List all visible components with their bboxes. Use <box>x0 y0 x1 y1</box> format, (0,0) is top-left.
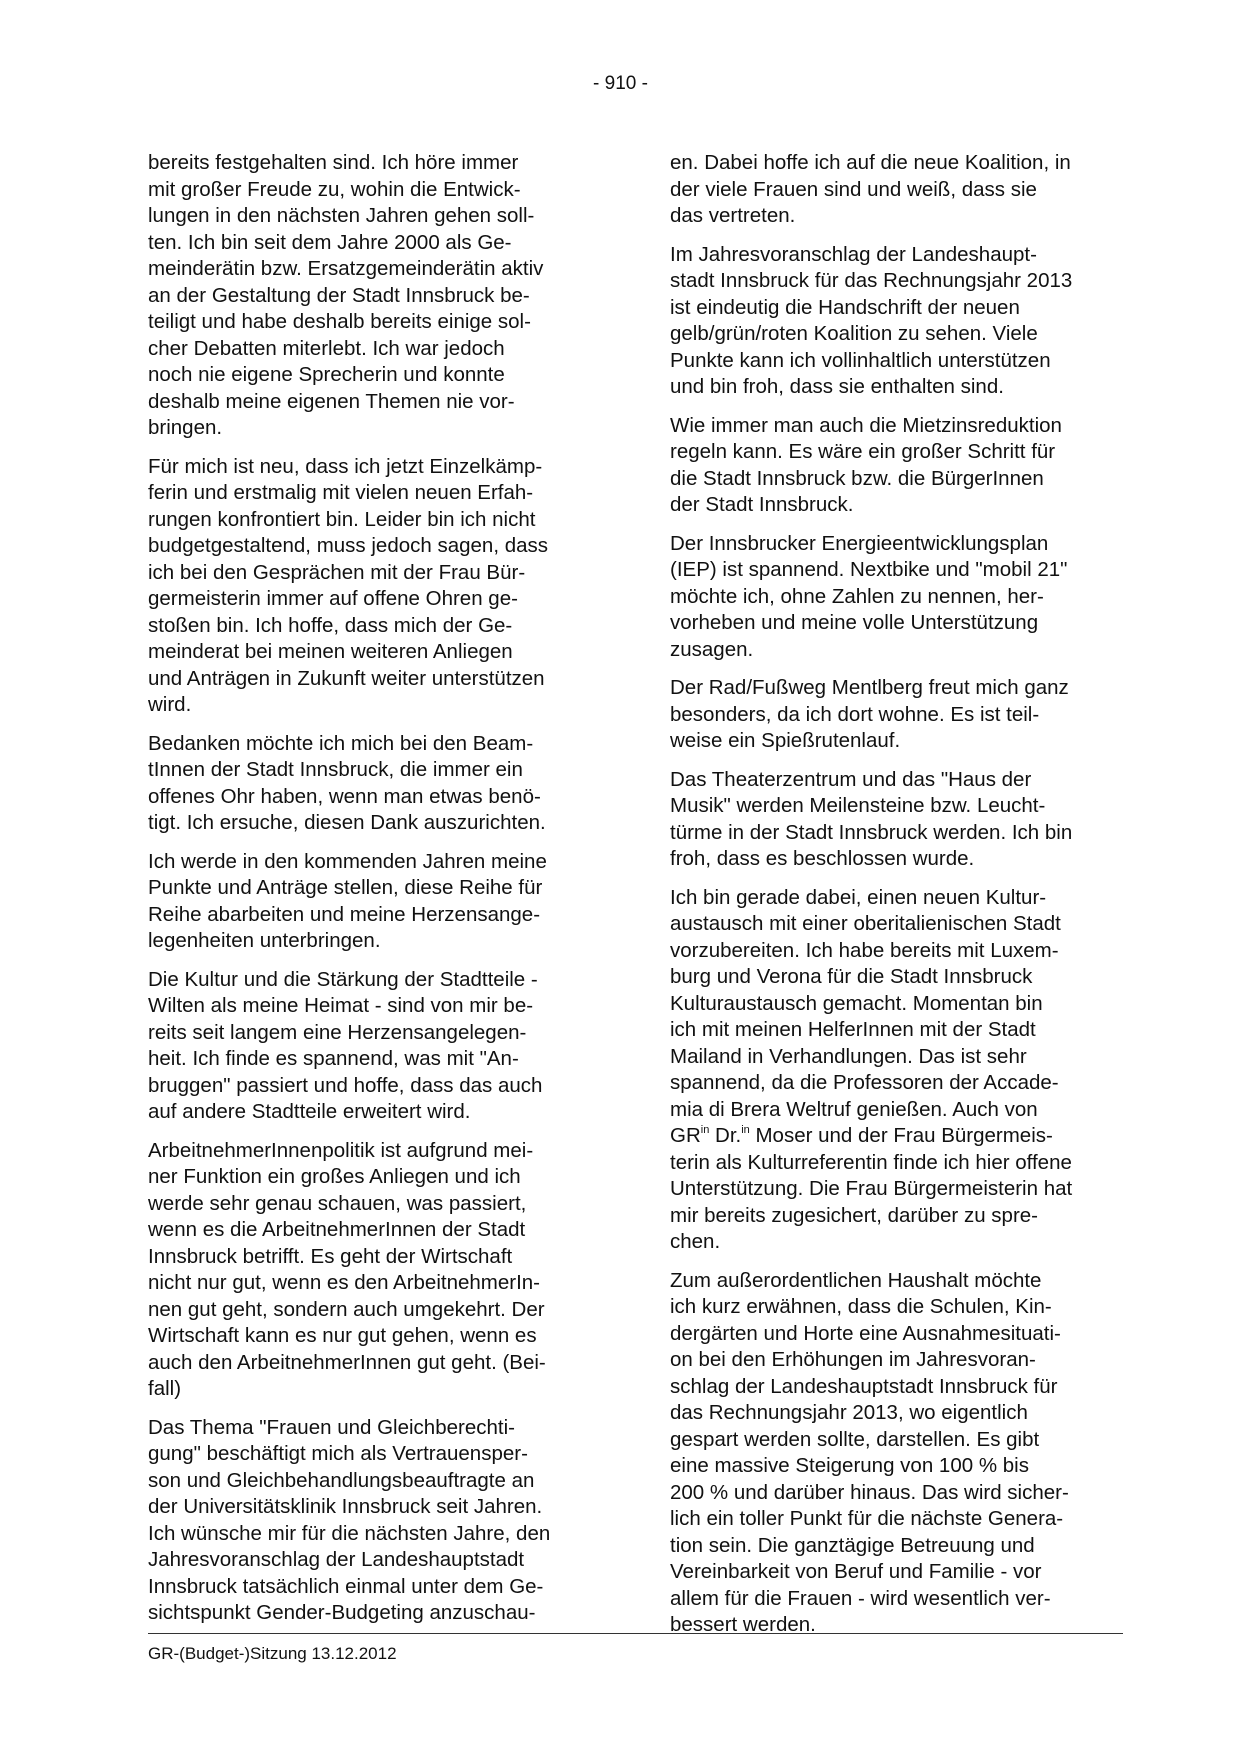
paragraph: Bedanken möchte ich mich bei den Beam- tInnen der Stadt Innsbruck, die immer ein offenes Ohr haben, wenn man etwas benö- tigt. Ich ersuche, diesen Dank auszurichten. <box>148 731 546 834</box>
paragraph: bereits festgehalten sind. Ich höre immer mit großer Freude zu, wohin die Entwick- lungen in den nächsten Jahren gehen soll- ten. Ich bin seit dem Jahre 2000 als Ge- meinderätin bzw. Ersatzgemeinderätin aktiv an der Gestaltung der Stadt Innsbruck be- teiligt und habe deshalb bereits einige sol- cher Debatten miterlebt. Ich war jedoch noch nie eigene Sprecherin und konnte deshalb meine eigenen Themen nie vor- bringen. <box>148 151 544 439</box>
left-column <box>148 150 600 1639</box>
right-column <box>670 150 1122 1651</box>
paragraph: Das Thema "Frauen und Gleichberechti- gung" beschäftigt mich als Vertrauensper- son und Gleichbehandlungsbeauftragte an der Universitätsklinik Innsbruck seit Jahren. Ich wünsche mir für die nächsten Jahre, den Jahresvoranschlag der Landeshauptstadt Innsbruck tatsächlich einmal unter dem Ge- sichtspunkt Gender-Budgeting anzuschau- <box>148 1415 551 1624</box>
paragraph: en. Dabei hoffe ich auf die neue Koalition, in der viele Frauen sind und weiß, dass sie das vertreten. <box>670 151 1071 227</box>
paragraph: Das Theaterzentrum und das "Haus der Musik" werden Meilensteine bzw. Leucht- türme in der Stadt Innsbruck werden. Ich bin froh, dass es beschlossen wurde. <box>670 767 1073 870</box>
paragraph: Zum außerordentlichen Haushalt möchte ich kurz erwähnen, dass die Schulen, Kin- dergärten und Horte eine Ausnahmesituati- on bei den Erhöhungen im Jahresvoran- schlag der Landeshauptstadt Innsbruck für das Rechnungsjahr 2013, wo eigentlich gespart werden sollte, darstellen. Es gibt eine massive Steigerung von 100 % bis 200 % und darüber hinaus. Das wird sicher- lich ein toller Punkt für die nächste Genera- tion sein. Die ganztägige Betreuung und Vereinbarkeit von Beruf und Familie - vor allem für die Frauen - wird wesentlich ver- bessert werden. <box>670 1268 1069 1636</box>
paragraph: ArbeitnehmerInnenpolitik ist aufgrund mei- ner Funktion ein großes Anliegen und ich werde sehr genau schauen, was passiert, wenn es die ArbeitnehmerInnen der Stadt Innsbruck betrifft. Es geht der Wirtschaft nicht nur gut, wenn es den ArbeitnehmerIn- nen gut geht, sondern auch umgekehrt. Der Wirtschaft kann es nur gut gehen, wenn es auch den ArbeitnehmerInnen gut geht. (Bei- fall) <box>148 1138 546 1400</box>
text-line-with-superscripts: $GR^{in}$ Dr.$^{in}$ Moser und der Frau Bürgermeis- <box>670 1124 1053 1147</box>
paragraph: Wie immer man auch die Mietzinsreduktion regeln kann. Es wäre ein großer Schritt für die Stadt Innsbruck bzw. die BürgerInnen der Stadt Innsbruck. <box>670 413 1062 516</box>
paragraph: Die Kultur und die Stärkung der Stadtteile - Wilten als meine Heimat - sind von mir be- reits seit langem eine Herzensangelegen- heit. Ich finde es spannend, was mit "An- bruggen" passiert und hoffe, dass das auch auf andere Stadtteile erweitert wird. <box>148 967 543 1123</box>
footer-rule <box>148 1633 1123 1634</box>
paragraph: Ich werde in den kommenden Jahren meine Punkte und Anträge stellen, diese Reihe für Reihe abarbeiten und meine Herzensange- legenheiten unterbringen. <box>148 849 547 952</box>
page-number: - 910 - <box>593 73 648 94</box>
paragraph: Ich bin gerade dabei, einen neuen Kultur- austausch mit einer oberitalienischen Stadt vorzubereiten. Ich habe bereits mit Luxem- burg und Verona für die Stadt Innsbruck Kulturaustausch gemacht. Momentan bin ich mit meinen HelferInnen mit der Stadt Mailand in Verhandlungen. Das ist sehr spannend, da die Professoren der Accade- mia di Brera Weltruf genießen. Auch von $GR^{in}$ Dr.$^{in}$ Moser und der Frau Bürgermeis- terin als Kulturreferentin finde ich hier offene Unterstützung. Die Frau Bürgermeisterin hat mir bereits zugesichert, darüber zu spre- chen. <box>670 885 1122 1256</box>
paragraph: Der Rad/Fußweg Mentlberg freut mich ganz besonders, da ich dort wohne. Es ist teil- weise ein Spießrutenlauf. <box>670 676 1069 752</box>
footer-text: GR-(Budget-)Sitzung 13.12.2012 <box>148 1644 397 1663</box>
paragraph: Für mich ist neu, dass ich jetzt Einzelkämp- ferin und erstmalig mit vielen neuen Erfah- rungen konfrontiert bin. Leider bin ich nicht budgetgestaltend, muss jedoch sagen, dass ich bei den Gesprächen mit der Frau Bür- germeisterin immer auf offene Ohren ge- stoßen bin. Ich hoffe, dass mich der Ge- meinderat bei meinen weiteren Anliegen und Anträgen in Zukunft weiter unterstützen wird. <box>148 454 549 716</box>
paragraph: Im Jahresvoranschlag der Landeshaupt- stadt Innsbruck für das Rechnungsjahr 2013 ist eindeutig die Handschrift der neuen gelb/grün/roten Koalition zu sehen. Viele Punkte kann ich vollinhaltlich unterstützen und bin froh, dass sie enthalten sind. <box>670 242 1073 398</box>
paragraph: Der Innsbrucker Energieentwicklungsplan (IEP) ist spannend. Nextbike und "mobil 21" möchte ich, ohne Zahlen zu nennen, her- vorheben und meine volle Unterstützung zusagen. <box>670 531 1068 661</box>
